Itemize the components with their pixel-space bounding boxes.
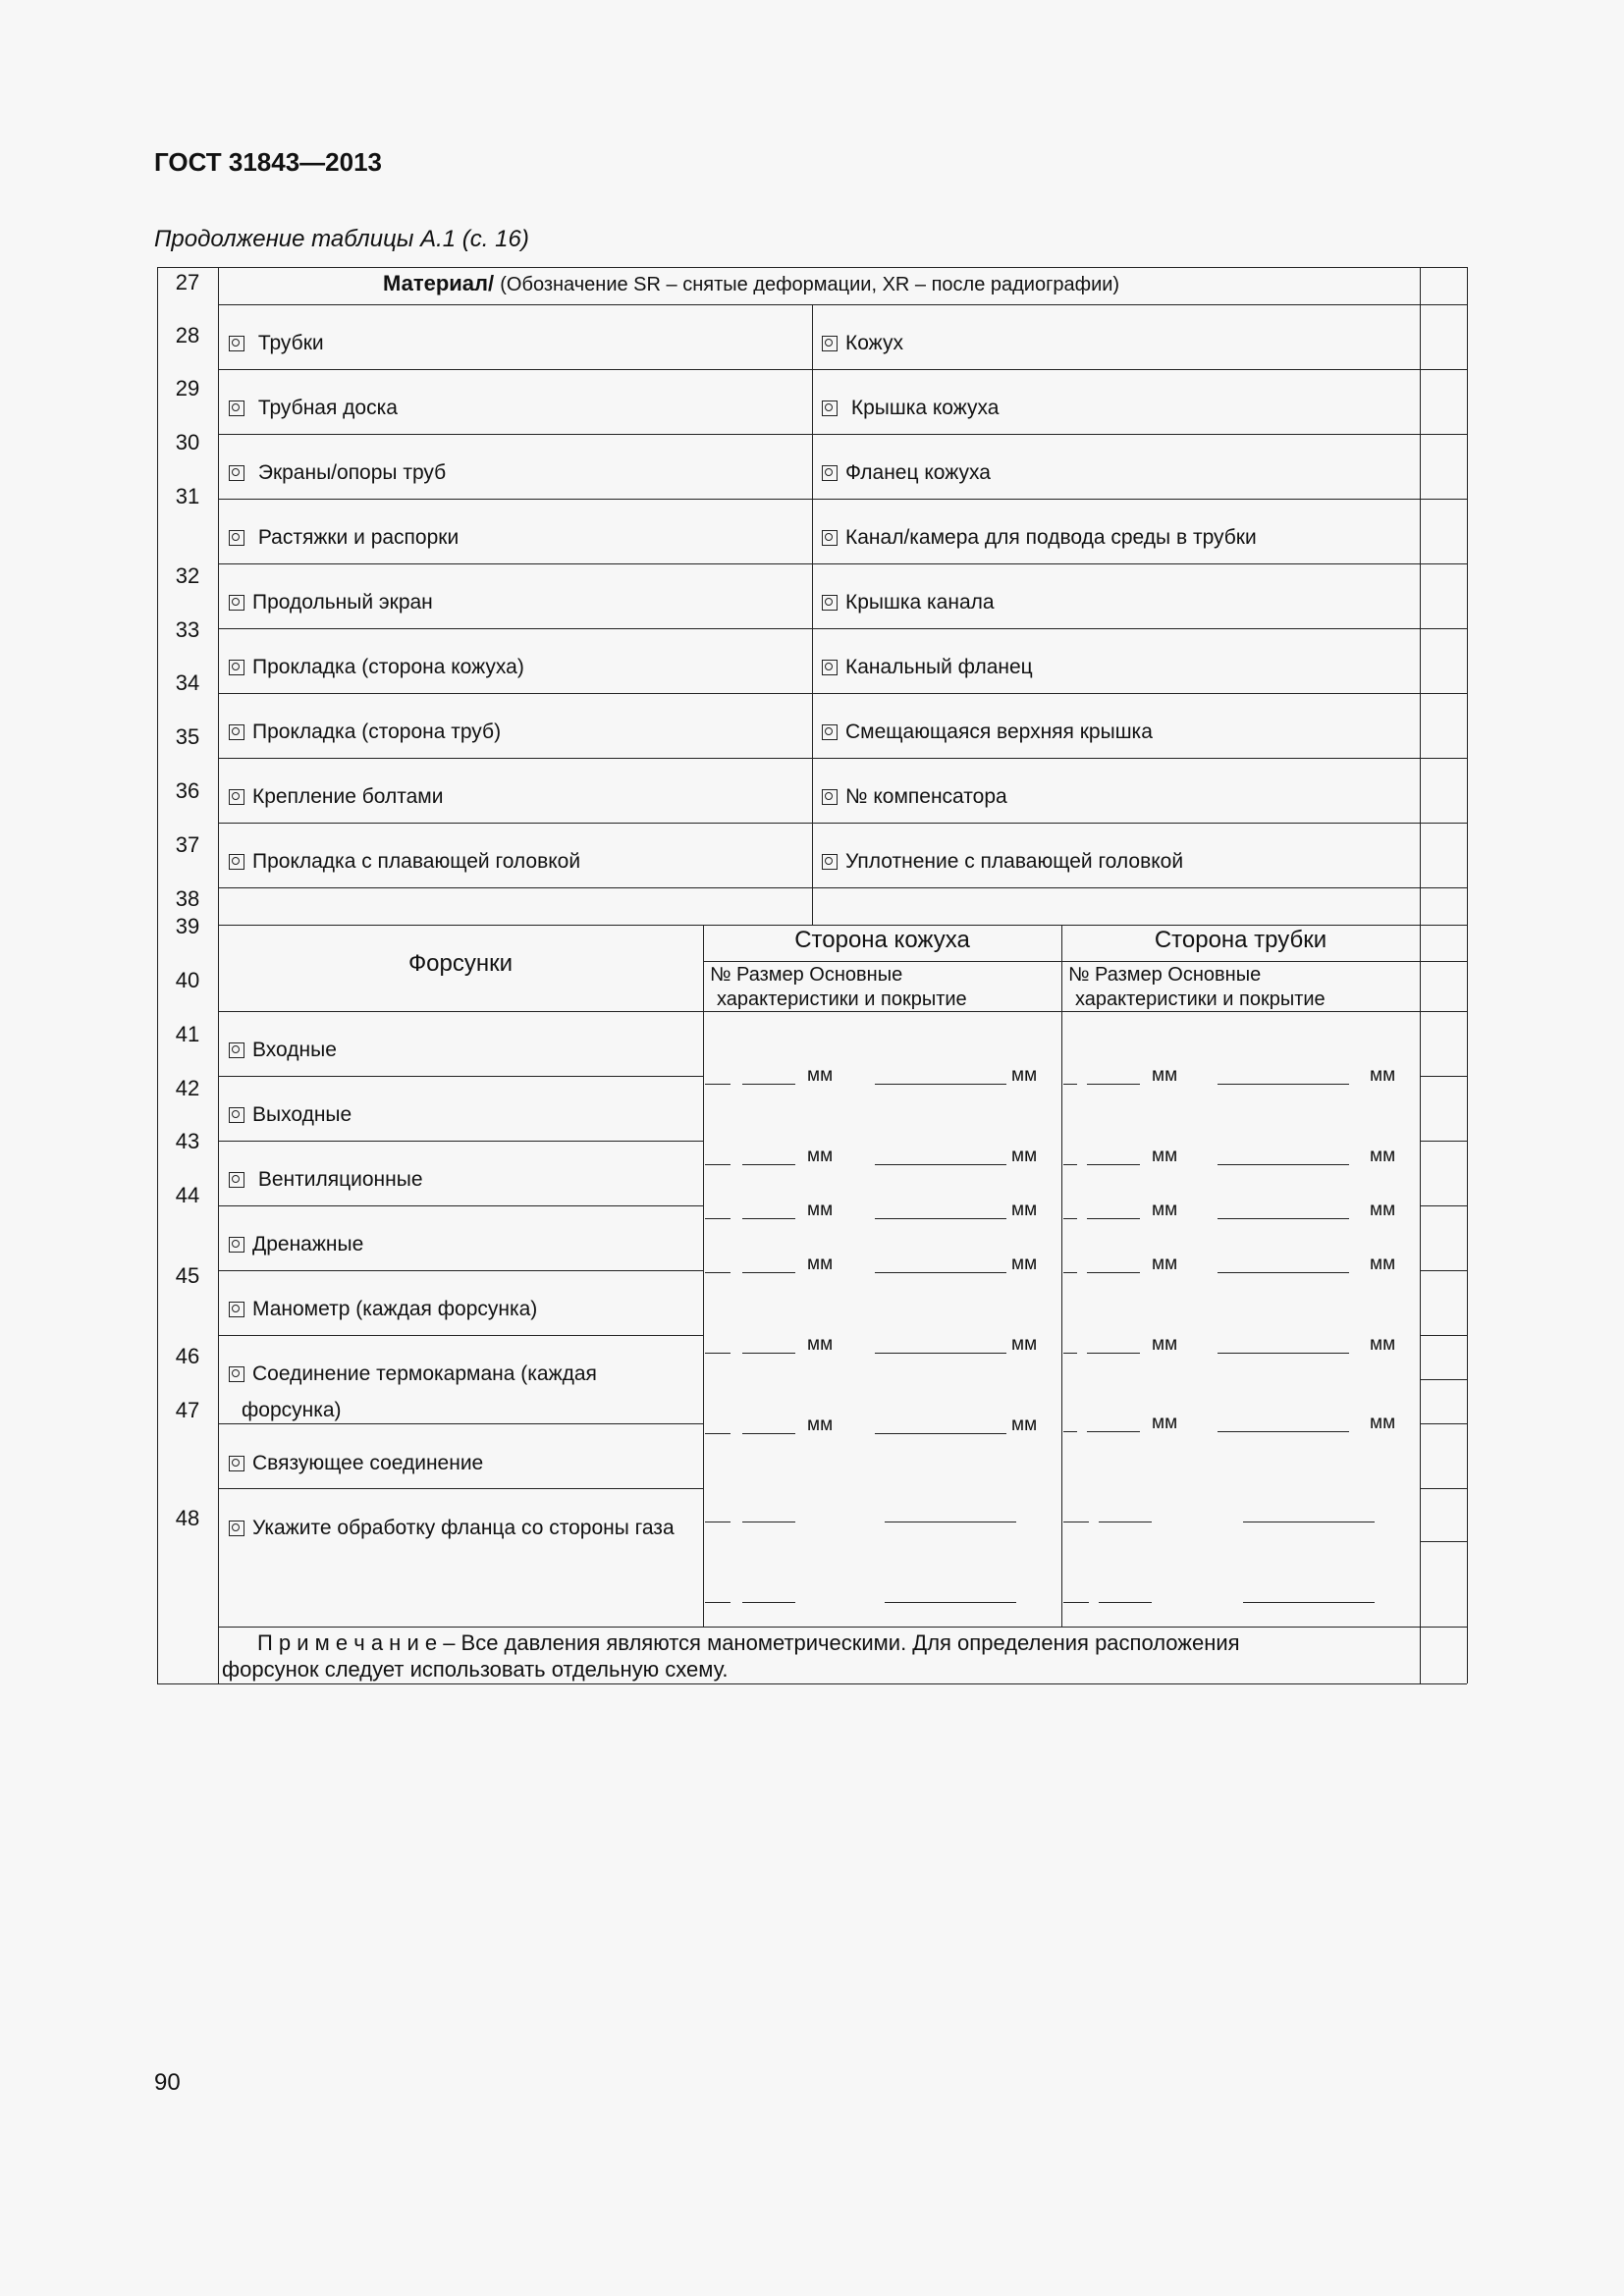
row-number: 46 (175, 1344, 200, 1368)
material-subtitle: (Обозначение SR – снятые деформации, XR – после радиографии) (500, 274, 1120, 295)
blank-field-line[interactable] (1218, 1353, 1349, 1354)
blank-field-line[interactable] (1063, 1272, 1077, 1273)
document-header: ГОСТ 31843—2013 (154, 147, 382, 177)
row-divider (218, 1076, 703, 1077)
nozzle-item: Связующее соединение (229, 1452, 483, 1475)
nozzle-item: Вентиляционные (229, 1168, 423, 1192)
row-number: 43 (175, 1129, 200, 1153)
checkbox-icon[interactable] (229, 724, 244, 740)
row-divider (218, 304, 1467, 305)
row-number: 38 (175, 886, 200, 911)
row-divider (1420, 1141, 1467, 1142)
checkbox-icon[interactable] (229, 595, 244, 611)
row-number: 32 (175, 563, 200, 588)
checkbox-icon[interactable] (229, 1302, 244, 1317)
unit-label: мм (807, 1254, 834, 1274)
row-number: 47 (175, 1398, 200, 1422)
table-border-bottom (157, 1683, 1467, 1684)
blank-field-line[interactable] (1087, 1164, 1140, 1165)
shell-side-header: Сторона кожуха (794, 927, 970, 953)
blank-field-line[interactable] (875, 1218, 1006, 1219)
blank-field-line[interactable] (705, 1272, 731, 1273)
blank-field-line[interactable] (742, 1218, 795, 1219)
row-divider (218, 563, 1467, 564)
nozzles-title: Форсунки (407, 950, 514, 977)
blank-field-line[interactable] (705, 1353, 731, 1354)
blank-field-line[interactable] (742, 1433, 795, 1434)
unit-label: мм (1011, 1146, 1038, 1166)
checkbox-icon[interactable] (229, 854, 244, 870)
blank-field-line[interactable] (705, 1164, 731, 1165)
unit-label: мм (1370, 1413, 1396, 1433)
material-item: Прокладка с плавающей головкой (229, 850, 580, 874)
row-divider (218, 434, 1467, 435)
row-number: 28 (175, 323, 200, 347)
material-item: Продольный экран (229, 591, 433, 614)
checkbox-icon[interactable] (822, 400, 838, 416)
row-divider (218, 887, 1467, 888)
material-item: Уплотнение с плавающей головкой (822, 850, 1183, 874)
row-divider (218, 369, 1467, 370)
row-number: 30 (175, 430, 200, 454)
checkbox-icon[interactable] (229, 1107, 244, 1123)
checkbox-icon[interactable] (822, 336, 838, 351)
unit-label: мм (1152, 1065, 1178, 1086)
row-divider (1420, 1335, 1467, 1336)
unit-label: мм (1011, 1334, 1038, 1355)
row-number: 44 (175, 1183, 200, 1207)
page-number: 90 (154, 2069, 181, 2096)
checkbox-icon[interactable] (822, 660, 838, 675)
row-number: 40 (175, 968, 200, 992)
right-column-divider (1420, 267, 1421, 1683)
blank-field-line[interactable] (1063, 1602, 1089, 1603)
blank-field-line[interactable] (1099, 1602, 1152, 1603)
row-divider (1420, 1541, 1467, 1542)
checkbox-icon[interactable] (229, 400, 244, 416)
blank-field-line[interactable] (1063, 1431, 1077, 1432)
row-number: 41 (175, 1022, 200, 1046)
unit-label: мм (1152, 1254, 1178, 1274)
row-divider (218, 499, 1467, 500)
tube-side-header: Сторона трубки (1154, 927, 1327, 953)
checkbox-icon[interactable] (229, 1521, 244, 1536)
material-item: Прокладка (сторона труб) (229, 721, 501, 744)
material-item: Кожух (822, 332, 903, 355)
material-item: Крышка канала (822, 591, 995, 614)
row-divider (1420, 1205, 1467, 1206)
row-divider (218, 693, 1467, 694)
nozzle-item: Входные (229, 1039, 337, 1062)
unit-label: мм (1152, 1334, 1178, 1355)
blank-field-line[interactable] (1087, 1272, 1140, 1273)
unit-label: мм (1011, 1415, 1038, 1435)
table-note-continued (222, 1656, 729, 1683)
unit-label: мм (1152, 1413, 1178, 1433)
blank-field-line[interactable] (1218, 1272, 1349, 1273)
header-subdivider (703, 961, 1467, 962)
material-item: Экраны/опоры труб (229, 461, 446, 485)
checkbox-icon[interactable] (822, 530, 838, 546)
row-number: 48 (175, 1506, 200, 1530)
row-number: 42 (175, 1076, 200, 1100)
row-divider (218, 823, 1467, 824)
unit-label: мм (1370, 1200, 1396, 1220)
row-divider (218, 1335, 703, 1336)
row-divider (218, 628, 1467, 629)
table-continuation-caption: Продолжение таблицы А.1 (с. 16) (154, 226, 529, 252)
blank-field-line[interactable] (875, 1272, 1006, 1273)
blank-field-line[interactable] (1218, 1084, 1349, 1085)
nozzle-item-continued: форсунка) (242, 1399, 342, 1421)
unit-label: мм (807, 1334, 834, 1355)
checkbox-icon[interactable] (229, 1456, 244, 1471)
unit-label: мм (1152, 1200, 1178, 1220)
note-line-1: П р и м е ч а н и е – Все давления являются манометрическими. Для определения расположения (257, 1630, 1240, 1655)
blank-field-line[interactable] (742, 1164, 795, 1165)
table-a1-continuation (157, 267, 1467, 1683)
tube-column-divider (1061, 925, 1062, 1627)
blank-field-line[interactable] (1218, 1431, 1349, 1432)
unit-label: мм (1370, 1334, 1396, 1355)
unit-label: мм (807, 1065, 834, 1086)
checkbox-icon[interactable] (229, 1237, 244, 1253)
nozzle-item: Соединение термокармана (каждая (229, 1362, 597, 1386)
nozzle-item: Выходные (229, 1103, 352, 1127)
blank-field-line[interactable] (1218, 1218, 1349, 1219)
row-divider (218, 1205, 703, 1206)
material-item: № компенсатора (822, 785, 1007, 809)
table-border-top (157, 267, 1467, 268)
row-divider (218, 1141, 703, 1142)
blank-field-line[interactable] (1218, 1164, 1349, 1165)
shell-column-divider (703, 925, 704, 1627)
checkbox-icon[interactable] (229, 530, 244, 546)
blank-field-line[interactable] (1063, 1084, 1077, 1085)
row-number: 36 (175, 778, 200, 803)
unit-label: мм (807, 1146, 834, 1166)
row-divider (218, 1270, 703, 1271)
row-number: 31 (175, 484, 200, 508)
material-item: Смещающаяся верхняя крышка (822, 721, 1153, 744)
checkbox-icon[interactable] (229, 1172, 244, 1188)
blank-field-line[interactable] (742, 1084, 795, 1085)
blank-field-line[interactable] (875, 1164, 1006, 1165)
row-divider (218, 1627, 1467, 1628)
row-number: 27 (175, 270, 200, 294)
row-number: 39 (175, 914, 200, 938)
row-divider (1420, 1488, 1467, 1489)
checkbox-icon[interactable] (822, 724, 838, 740)
blank-field-line[interactable] (875, 1353, 1006, 1354)
checkbox-icon[interactable] (229, 336, 244, 351)
row-number: 33 (175, 617, 200, 642)
nozzle-item: Дренажные (229, 1233, 363, 1256)
row-number: 29 (175, 376, 200, 400)
nozzle-item: Манометр (каждая форсунка) (229, 1298, 537, 1321)
row-number: 37 (175, 832, 200, 857)
material-item: Крышка кожуха (822, 397, 999, 420)
unit-label: мм (1011, 1065, 1038, 1086)
row-divider (218, 925, 1467, 926)
blank-field-line[interactable] (1063, 1353, 1077, 1354)
unit-label: мм (1011, 1200, 1038, 1220)
blank-field-line[interactable] (885, 1602, 1016, 1603)
row-divider (1420, 1379, 1467, 1380)
checkbox-icon[interactable] (822, 854, 838, 870)
unit-label: мм (807, 1200, 834, 1220)
unit-label: мм (807, 1415, 834, 1435)
checkbox-icon[interactable] (229, 1042, 244, 1058)
blank-field-line[interactable] (875, 1433, 1006, 1434)
row-divider (218, 758, 1467, 759)
row-divider (1420, 1270, 1467, 1271)
blank-field-line[interactable] (705, 1433, 731, 1434)
row-number: 34 (175, 670, 200, 695)
blank-field-line[interactable] (705, 1084, 731, 1085)
material-item: Трубная доска (229, 397, 398, 420)
row-divider (1420, 1423, 1467, 1424)
material-item: Трубки (229, 332, 324, 355)
material-item: Фланец кожуха (822, 461, 991, 485)
blank-field-line[interactable] (875, 1084, 1006, 1085)
blank-field-line[interactable] (1087, 1218, 1140, 1219)
unit-label: мм (1011, 1254, 1038, 1274)
nozzle-item: Укажите обработку фланца со стороны газа (229, 1517, 675, 1540)
unit-label: мм (1370, 1065, 1396, 1086)
unit-label: мм (1370, 1254, 1396, 1274)
material-item: Прокладка (сторона кожуха) (229, 656, 524, 679)
material-item: Канальный фланец (822, 656, 1033, 679)
unit-label: мм (1152, 1146, 1178, 1166)
material-title: Материал/ (383, 271, 495, 295)
row-divider (218, 1423, 703, 1424)
row-number: 45 (175, 1263, 200, 1288)
table-note (257, 1629, 1240, 1657)
material-item: Крепление болтами (229, 785, 443, 809)
blank-field-line[interactable] (742, 1272, 795, 1273)
checkbox-icon[interactable] (822, 789, 838, 805)
row-divider (1420, 1076, 1467, 1077)
unit-label: мм (1370, 1146, 1396, 1166)
material-header (383, 271, 1119, 296)
row-number: 35 (175, 724, 200, 749)
blank-field-line[interactable] (742, 1353, 795, 1354)
blank-field-line[interactable] (1243, 1602, 1375, 1603)
blank-field-line[interactable] (1087, 1353, 1140, 1354)
checkbox-icon[interactable] (229, 1366, 244, 1382)
blank-field-line[interactable] (742, 1602, 795, 1603)
blank-field-line[interactable] (705, 1218, 731, 1219)
material-column-divider (812, 304, 813, 925)
blank-field-line[interactable] (1063, 1218, 1077, 1219)
material-item: Канал/камера для подвода среды в трубки (822, 526, 1257, 550)
checkbox-icon[interactable] (229, 660, 244, 675)
shell-side-subheader: № Размер Основные характеристики и покрытие (710, 964, 967, 1010)
table-border-left (157, 267, 158, 1683)
blank-field-line[interactable] (1087, 1084, 1140, 1085)
tube-side-subheader: № Размер Основные характеристики и покрытие (1068, 964, 1326, 1010)
row-divider (218, 1488, 703, 1489)
blank-field-line[interactable] (1063, 1164, 1077, 1165)
table-border-right (1467, 267, 1468, 1683)
blank-field-line[interactable] (1087, 1431, 1140, 1432)
checkbox-icon[interactable] (822, 465, 838, 481)
checkbox-icon[interactable] (822, 595, 838, 611)
checkbox-icon[interactable] (229, 465, 244, 481)
note-line-2: форсунок следует использовать отдельную схему. (222, 1657, 729, 1682)
material-item: Растяжки и распорки (229, 526, 459, 550)
blank-field-line[interactable] (705, 1602, 731, 1603)
checkbox-icon[interactable] (229, 789, 244, 805)
